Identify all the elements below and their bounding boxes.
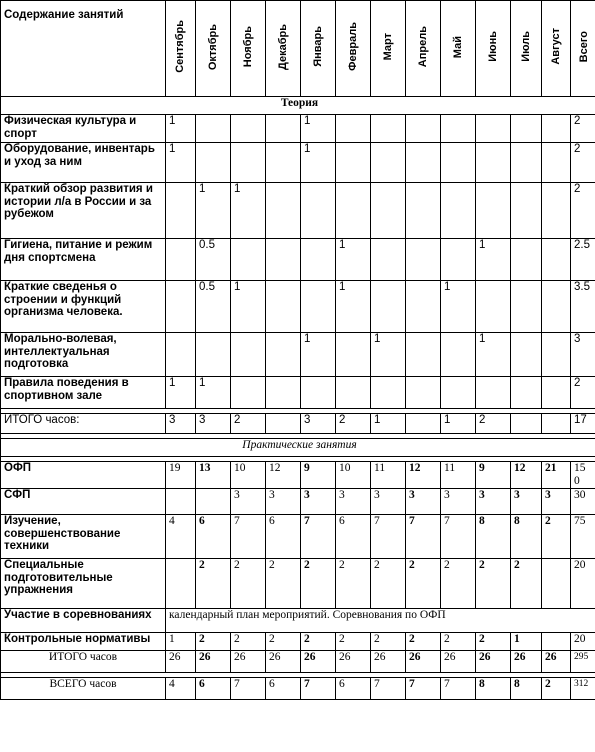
value-cell: 1 bbox=[231, 183, 266, 239]
table-row bbox=[1, 115, 595, 143]
header-month-cell bbox=[476, 1, 511, 97]
value-cell bbox=[336, 377, 371, 409]
value-cell bbox=[406, 239, 441, 281]
value-cell bbox=[371, 281, 406, 333]
value-cell: 26 bbox=[166, 651, 196, 673]
value-cell: 21 bbox=[542, 462, 571, 489]
value-cell: 1 bbox=[371, 333, 406, 377]
value-cell bbox=[406, 143, 441, 183]
value-cell bbox=[542, 633, 571, 651]
value-cell: 2 bbox=[371, 559, 406, 609]
row-label: Краткие сведенья о строении и функций организма человека. bbox=[1, 281, 166, 333]
value-cell bbox=[266, 143, 301, 183]
value-cell: 3.5 bbox=[571, 281, 595, 333]
row-label: Морально-волевая, интеллектуальная подготовка bbox=[1, 333, 166, 377]
value-cell: 2 bbox=[371, 633, 406, 651]
value-cell bbox=[406, 115, 441, 143]
value-cell: 9 bbox=[301, 462, 336, 489]
value-cell: 1 bbox=[196, 183, 231, 239]
value-cell: 3 bbox=[406, 489, 441, 515]
value-cell: 1 bbox=[301, 333, 336, 377]
value-cell: 2 bbox=[231, 559, 266, 609]
value-cell: 10 bbox=[336, 462, 371, 489]
value-cell: 7 bbox=[371, 678, 406, 700]
value-cell: 2.5 bbox=[571, 239, 595, 281]
header-month-label: Всего bbox=[578, 31, 591, 63]
value-cell bbox=[542, 281, 571, 333]
value-cell bbox=[231, 333, 266, 377]
value-cell: 2 bbox=[231, 633, 266, 651]
value-cell bbox=[406, 183, 441, 239]
value-cell: 26 bbox=[511, 651, 542, 673]
header-month-label: Ноябрь bbox=[241, 26, 254, 68]
value-cell: 2 bbox=[301, 559, 336, 609]
value-cell: 4 bbox=[166, 678, 196, 700]
table-row bbox=[1, 462, 595, 489]
competition-row bbox=[1, 609, 595, 633]
section-practice-row bbox=[1, 439, 595, 457]
value-cell bbox=[166, 281, 196, 333]
table-row bbox=[1, 377, 595, 409]
value-cell: 1 bbox=[336, 281, 371, 333]
value-cell bbox=[166, 559, 196, 609]
value-cell: 3 bbox=[476, 489, 511, 515]
value-cell: 1 bbox=[301, 143, 336, 183]
value-cell: 2 bbox=[571, 183, 595, 239]
value-cell bbox=[476, 115, 511, 143]
value-cell: 7 bbox=[231, 515, 266, 559]
value-cell bbox=[511, 239, 542, 281]
value-cell bbox=[266, 414, 301, 434]
competition-span-text: календарный план мероприятий. Соревнования по ОФП bbox=[166, 609, 595, 633]
value-cell: 1 bbox=[196, 377, 231, 409]
header-month-cell bbox=[266, 1, 301, 97]
header-month-label: Март bbox=[381, 33, 394, 61]
theory-total-row bbox=[1, 414, 595, 434]
value-cell bbox=[231, 143, 266, 183]
header-month-cell bbox=[166, 1, 196, 97]
value-cell: 26 bbox=[406, 651, 441, 673]
value-cell bbox=[542, 333, 571, 377]
value-cell bbox=[542, 183, 571, 239]
row-label: ИТОГО часов: bbox=[1, 414, 166, 434]
table-row bbox=[1, 633, 595, 651]
row-label: ИТОГО часов bbox=[1, 651, 166, 673]
value-cell: 8 bbox=[476, 515, 511, 559]
value-cell bbox=[511, 333, 542, 377]
value-cell bbox=[266, 183, 301, 239]
value-cell: 1 bbox=[166, 377, 196, 409]
row-label: СФП bbox=[1, 489, 166, 515]
value-cell bbox=[542, 377, 571, 409]
value-cell: 17 bbox=[571, 414, 595, 434]
value-cell: 7 bbox=[441, 678, 476, 700]
value-cell bbox=[441, 239, 476, 281]
row-label: Физическая культура и спорт bbox=[1, 115, 166, 143]
value-cell bbox=[166, 183, 196, 239]
value-cell: 1 bbox=[166, 633, 196, 651]
value-cell: 1 bbox=[336, 239, 371, 281]
value-cell: 30 bbox=[571, 489, 595, 515]
value-cell: 9 bbox=[476, 462, 511, 489]
header-month-label: Январь bbox=[311, 26, 324, 68]
value-cell: 312 bbox=[571, 678, 595, 700]
value-cell bbox=[231, 239, 266, 281]
value-cell bbox=[336, 333, 371, 377]
value-cell: 26 bbox=[336, 651, 371, 673]
row-label: Правила поведения в спортивном зале bbox=[1, 377, 166, 409]
row-label: Оборудование, инвентарь и уход за ним bbox=[1, 143, 166, 183]
header-month-cell bbox=[336, 1, 371, 97]
row-label: Контрольные нормативы bbox=[1, 633, 166, 651]
value-cell bbox=[542, 143, 571, 183]
value-cell: 1 bbox=[511, 633, 542, 651]
value-cell: 2 bbox=[571, 377, 595, 409]
value-cell bbox=[371, 183, 406, 239]
value-cell: 3 bbox=[266, 489, 301, 515]
value-cell: 3 bbox=[166, 414, 196, 434]
row-label: ОФП bbox=[1, 462, 166, 489]
value-cell: 1 bbox=[441, 414, 476, 434]
value-cell: 8 bbox=[511, 678, 542, 700]
value-cell bbox=[301, 281, 336, 333]
value-cell: 2 bbox=[476, 559, 511, 609]
value-cell: 26 bbox=[301, 651, 336, 673]
value-cell: 3 bbox=[196, 414, 231, 434]
value-cell: 20 bbox=[571, 559, 595, 609]
value-cell bbox=[266, 115, 301, 143]
value-cell bbox=[406, 333, 441, 377]
value-cell: 1 bbox=[166, 143, 196, 183]
value-cell: 1 bbox=[441, 281, 476, 333]
value-cell bbox=[441, 115, 476, 143]
value-cell bbox=[476, 377, 511, 409]
value-cell: 6 bbox=[336, 678, 371, 700]
value-cell: 0.5 bbox=[196, 281, 231, 333]
value-cell: 2 bbox=[476, 414, 511, 434]
value-cell bbox=[371, 115, 406, 143]
row-label: Краткий обзор развития и истории л/а в России и за рубежом bbox=[1, 183, 166, 239]
header-month-label: Август bbox=[549, 28, 562, 66]
section-theory-label: Теория bbox=[1, 97, 595, 115]
value-cell bbox=[542, 239, 571, 281]
value-cell bbox=[166, 333, 196, 377]
value-cell: 3 bbox=[511, 489, 542, 515]
table-row bbox=[1, 239, 595, 281]
value-cell: 2 bbox=[336, 633, 371, 651]
value-cell bbox=[266, 377, 301, 409]
value-cell: 7 bbox=[406, 515, 441, 559]
value-cell bbox=[196, 333, 231, 377]
value-cell: 19 bbox=[166, 462, 196, 489]
value-cell: 8 bbox=[476, 678, 511, 700]
value-cell: 1 bbox=[301, 115, 336, 143]
value-cell: 2 bbox=[476, 633, 511, 651]
header-month-label: Май bbox=[451, 35, 464, 58]
value-cell bbox=[196, 143, 231, 183]
value-cell: 2 bbox=[196, 633, 231, 651]
header-month-cell bbox=[196, 1, 231, 97]
header-month-cell bbox=[301, 1, 336, 97]
value-cell: 12 bbox=[266, 462, 301, 489]
value-cell bbox=[441, 143, 476, 183]
value-cell: 26 bbox=[371, 651, 406, 673]
value-cell: 2 bbox=[542, 678, 571, 700]
row-label: Гигиена, питание и режим дня спортсмена bbox=[1, 239, 166, 281]
header-month-cell bbox=[542, 1, 571, 97]
value-cell: 7 bbox=[231, 678, 266, 700]
value-cell: 1 bbox=[231, 281, 266, 333]
value-cell: 3 bbox=[542, 489, 571, 515]
value-cell: 7 bbox=[371, 515, 406, 559]
value-cell: 2 bbox=[336, 414, 371, 434]
value-cell bbox=[301, 183, 336, 239]
value-cell: 15 0 bbox=[571, 462, 595, 489]
value-cell: 6 bbox=[266, 678, 301, 700]
value-cell: 8 bbox=[511, 515, 542, 559]
value-cell: 7 bbox=[301, 678, 336, 700]
value-cell bbox=[231, 377, 266, 409]
value-cell bbox=[406, 377, 441, 409]
value-cell: 3 bbox=[571, 333, 595, 377]
value-cell: 75 bbox=[571, 515, 595, 559]
header-content-label: Содержание занятий bbox=[1, 1, 166, 97]
value-cell bbox=[166, 239, 196, 281]
table-row bbox=[1, 183, 595, 239]
value-cell: 26 bbox=[231, 651, 266, 673]
value-cell bbox=[371, 143, 406, 183]
header-month-cell bbox=[406, 1, 441, 97]
practice-total-row bbox=[1, 651, 595, 673]
value-cell: 1 bbox=[371, 414, 406, 434]
value-cell bbox=[542, 115, 571, 143]
value-cell: 2 bbox=[441, 633, 476, 651]
value-cell: 3 bbox=[301, 414, 336, 434]
value-cell: 1 bbox=[166, 115, 196, 143]
value-cell bbox=[476, 183, 511, 239]
value-cell: 7 bbox=[406, 678, 441, 700]
value-cell: 26 bbox=[542, 651, 571, 673]
value-cell bbox=[336, 183, 371, 239]
value-cell: 3 bbox=[231, 489, 266, 515]
value-cell: 2 bbox=[336, 559, 371, 609]
value-cell: 1 bbox=[476, 239, 511, 281]
value-cell: 20 bbox=[571, 633, 595, 651]
value-cell bbox=[511, 414, 542, 434]
value-cell: 2 bbox=[231, 414, 266, 434]
value-cell bbox=[542, 559, 571, 609]
header-month-label: Июнь bbox=[486, 31, 499, 63]
value-cell: 6 bbox=[196, 678, 231, 700]
value-cell bbox=[476, 143, 511, 183]
value-cell: 3 bbox=[441, 489, 476, 515]
value-cell: 2 bbox=[406, 559, 441, 609]
value-cell bbox=[266, 281, 301, 333]
table-row bbox=[1, 489, 595, 515]
table-row bbox=[1, 515, 595, 559]
value-cell: 3 bbox=[301, 489, 336, 515]
value-cell: 6 bbox=[266, 515, 301, 559]
value-cell: 12 bbox=[511, 462, 542, 489]
value-cell bbox=[336, 115, 371, 143]
section-theory-row bbox=[1, 97, 595, 115]
value-cell bbox=[371, 377, 406, 409]
section-practice-label: Практические занятия bbox=[1, 439, 595, 457]
header-month-label: Февраль bbox=[346, 22, 359, 72]
value-cell: 2 bbox=[441, 559, 476, 609]
value-cell: 2 bbox=[571, 115, 595, 143]
value-cell: 26 bbox=[196, 651, 231, 673]
row-label: Изучение, совершенствование техники bbox=[1, 515, 166, 559]
header-month-cell bbox=[511, 1, 542, 97]
value-cell: 2 bbox=[196, 559, 231, 609]
value-cell: 2 bbox=[266, 633, 301, 651]
table-row bbox=[1, 559, 595, 609]
value-cell: 3 bbox=[371, 489, 406, 515]
value-cell bbox=[406, 414, 441, 434]
value-cell bbox=[542, 414, 571, 434]
value-cell bbox=[196, 489, 231, 515]
value-cell: 0.5 bbox=[196, 239, 231, 281]
value-cell: 11 bbox=[371, 462, 406, 489]
value-cell: 26 bbox=[266, 651, 301, 673]
value-cell: 11 bbox=[441, 462, 476, 489]
value-cell: 1 bbox=[476, 333, 511, 377]
value-cell bbox=[511, 115, 542, 143]
value-cell bbox=[511, 143, 542, 183]
value-cell: 13 bbox=[196, 462, 231, 489]
value-cell bbox=[406, 281, 441, 333]
value-cell bbox=[511, 377, 542, 409]
value-cell: 2 bbox=[571, 143, 595, 183]
value-cell: 26 bbox=[476, 651, 511, 673]
header-month-cell bbox=[231, 1, 266, 97]
value-cell bbox=[301, 239, 336, 281]
value-cell bbox=[441, 333, 476, 377]
value-cell: 2 bbox=[301, 633, 336, 651]
value-cell bbox=[441, 183, 476, 239]
row-label: ВСЕГО часов bbox=[1, 678, 166, 700]
value-cell bbox=[511, 281, 542, 333]
value-cell bbox=[266, 333, 301, 377]
header-month-label: Июль bbox=[519, 31, 532, 63]
row-label: Участие в соревнованиях bbox=[1, 609, 166, 633]
value-cell bbox=[476, 281, 511, 333]
value-cell: 26 bbox=[441, 651, 476, 673]
grand-total-row bbox=[1, 678, 595, 700]
value-cell: 4 bbox=[166, 515, 196, 559]
table-row bbox=[1, 333, 595, 377]
value-cell: 6 bbox=[196, 515, 231, 559]
value-cell: 2 bbox=[542, 515, 571, 559]
header-month-cell bbox=[371, 1, 406, 97]
header-month-cell bbox=[571, 1, 595, 97]
value-cell: 7 bbox=[301, 515, 336, 559]
header-month-label: Декабрь bbox=[276, 23, 289, 70]
value-cell: 295 bbox=[571, 651, 595, 673]
value-cell: 12 bbox=[406, 462, 441, 489]
value-cell bbox=[371, 239, 406, 281]
value-cell: 2 bbox=[511, 559, 542, 609]
header-month-label: Сентябрь bbox=[174, 20, 187, 74]
value-cell: 3 bbox=[336, 489, 371, 515]
value-cell bbox=[231, 115, 266, 143]
value-cell bbox=[166, 489, 196, 515]
header-month-label: Октябрь bbox=[206, 23, 219, 70]
value-cell: 7 bbox=[441, 515, 476, 559]
value-cell: 6 bbox=[336, 515, 371, 559]
value-cell: 2 bbox=[406, 633, 441, 651]
header-month-cell bbox=[441, 1, 476, 97]
row-label: Специальные подготовительные упражнения bbox=[1, 559, 166, 609]
value-cell: 10 bbox=[231, 462, 266, 489]
table-row bbox=[1, 281, 595, 333]
header-month-label: Апрель bbox=[416, 26, 429, 68]
value-cell bbox=[336, 143, 371, 183]
value-cell bbox=[441, 377, 476, 409]
value-cell bbox=[511, 183, 542, 239]
table-row bbox=[1, 143, 595, 183]
value-cell bbox=[266, 239, 301, 281]
value-cell: 2 bbox=[266, 559, 301, 609]
header-row bbox=[1, 1, 595, 97]
value-cell bbox=[301, 377, 336, 409]
value-cell bbox=[196, 115, 231, 143]
